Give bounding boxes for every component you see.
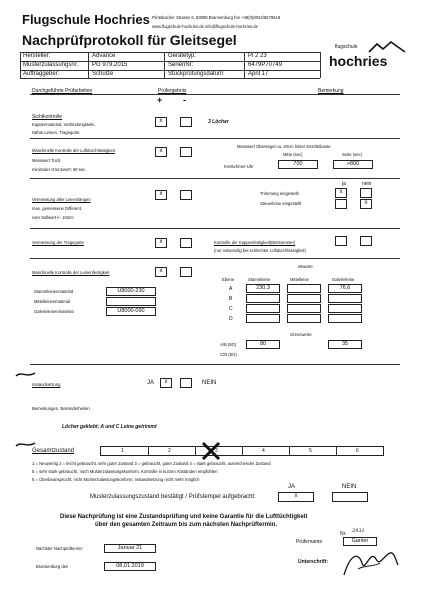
luft-title: Maschinelle Kontrolle der Luftdurchlässigkeit [32,148,115,153]
sicht-note: 3 Löcher [208,119,229,125]
mittel-value[interactable] [106,297,156,306]
logo-text-small: flugschule [335,44,358,50]
legend-line2: 5 = sehr stark gebraucht, noch Musterzulassungskonform, Kontrolle in kurzen Abständen empfohlen [32,469,218,474]
muster-value: PG 979.2015 [92,62,128,68]
luft-line2: minimaler Grenzwert: 60 sec [32,167,86,172]
seriennr-value: 6479P70749 [248,62,283,68]
luft-mitte-value[interactable]: 700 [278,160,318,169]
nr-value: 2931 [352,528,365,534]
instand-nein-label: NEIN [202,380,217,386]
muster-confirm-label: Musterzulassungszustand bestätigt / Prüfstempel aufgebracht: [90,494,256,500]
document-title: Nachprüfprotokoll für Gleitsegel [22,32,237,48]
trimm-nein-checkbox[interactable] [360,188,372,198]
muster-nein-checkbox[interactable] [332,492,368,502]
instand-ja-checkbox[interactable]: x [160,378,172,388]
instand-ja-label: JA [147,380,155,386]
ebene-d: D [229,316,233,322]
verm-ja-label: ja [342,181,346,187]
stamm-label: Stammleinenmaterial [34,289,74,294]
ebene-a: A [229,286,233,292]
sicht-line1: Kappenmaterial, Verbindungsteile, [32,122,96,127]
muster-ja-checkbox[interactable]: x [278,492,314,502]
cell-b-mittel[interactable] [287,294,321,303]
hochries-logo [325,38,407,74]
cell-c-galerie[interactable] [328,304,362,313]
scale-4[interactable]: 4 [262,448,265,454]
cell-a-stamm[interactable]: 230,3 [246,284,280,293]
trage-title: Vermessung der Tragegurte [32,240,84,245]
kappen-title: Kontrolle der Kappenfestigkeit(Bettsometer) [214,240,296,245]
pruefer-label: Prüfername [296,539,323,545]
ab-label: A/B (8G) [220,342,237,347]
verm-trimm: Trimmung eingestellt [260,191,299,196]
cell-c-mittel[interactable] [287,304,321,313]
verm-steuer: Steuerleine eingestellt [260,201,302,206]
sicht-plus-checkbox[interactable]: x [155,117,167,127]
luft-messwert: Messwert Obersegel ca. 20cm hinter Eintrittskante [237,144,331,149]
col-minus: - [183,95,186,105]
mittel-label: Mittelleinenmaterial [34,299,71,304]
address-line-1: Flintsbacher Strasse 6, 83098 Brannenburg fon +49(0)8034/6079618 [152,15,281,20]
gesamt-scale [100,446,384,456]
scale-2[interactable]: 2 [168,448,171,454]
naechster-label: Nächster Nachprüftermin [36,546,83,551]
signature-icon [340,545,402,585]
gesamt-title: Gesamtzustand [32,448,75,454]
muster-nein-label: NEIN [342,484,357,490]
stueck-value: April 17 [248,71,269,77]
bemerkungen-label: Bemerkungen, Besonderheiten [32,406,90,411]
luft-mitte-label: Mitte (sec) [283,152,303,157]
verm-line2: vom Sollwert+/- 10mm [32,215,74,220]
scale-5[interactable]: 5 [309,448,312,454]
scale-6[interactable]: 6 [356,448,359,454]
scale-3[interactable]: 3 [215,448,218,454]
instand-note: Löcher geklebt; A und C Leine getrimmt [62,424,157,430]
muster-ja-label: JA [288,484,296,490]
geraetetyp-label: Gerätetyp: [168,53,197,59]
cell-c-stamm[interactable] [246,304,280,313]
verm-line1: max. gemessene Differenz [32,206,82,211]
luft-line1: Messwert Tuch: [32,158,62,163]
footer-disclaimer-1: Diese Nachprüfung ist eine Zustandsprüfung und keine Garantie für die Lufttüchtigkeit [60,514,308,520]
luft-seite-value[interactable]: >800 [333,160,373,169]
pruefer-value[interactable]: Ganter [343,537,377,546]
kappen-sub: (nur notwendig bei schlechter Luftdurchlässigkeit) [214,248,306,253]
kappen-nein-checkbox[interactable] [360,236,372,246]
col-stammleine: Stammleine [248,277,271,282]
hersteller-label: Hersteller: [23,53,51,59]
address-line-2: www.flugschule-hochries.de info@flugschule-hochries.de [152,24,258,29]
verm-plus-checkbox[interactable]: x [155,190,167,200]
galerie-label: Galerieleinenmaterial [34,309,74,314]
col-ergebnis: Prüfergebnis [158,88,187,94]
ab-stamm-value[interactable]: 80 [246,340,280,349]
luft-minus-checkbox[interactable] [180,147,192,157]
col-plus: + [157,95,163,105]
cell-d-galerie[interactable] [328,314,362,323]
steuer-ja-checkbox[interactable] [335,199,347,209]
legend-line3: 6 = Überbeansprucht, nicht Musterzulassungskonform, Instandsetzung nicht mehr möglich [32,477,200,482]
hersteller-value: Advance [92,53,116,59]
trage-plus-checkbox[interactable]: x [155,238,167,248]
trimm-ja-checkbox[interactable]: x [335,188,347,198]
steuer-nein-checkbox[interactable]: x [360,199,372,209]
sicht-minus-checkbox[interactable] [180,117,192,127]
verm-nein-label: nein [362,181,372,187]
scale-1[interactable]: 1 [121,448,124,454]
cell-d-mittel[interactable] [287,314,321,323]
col-bemerkung: Bemerkung [318,88,344,94]
cell-b-stamm[interactable] [246,294,280,303]
ab-galerie-value[interactable]: 35 [328,340,362,349]
cd-label: C/D (6G) [220,352,237,357]
auftraggeber-label: Auftraggeber: [23,71,60,77]
footer-disclaimer-2: über den gesamten Zeitraum bis zum nächsten Nachprüftermin. [95,522,278,528]
nr-label: Nr. [340,531,347,537]
cell-a-galerie[interactable]: 76,6 [328,284,362,293]
col-mittelleine: Mittelleine [290,277,309,282]
verm-minus-checkbox[interactable] [180,190,192,200]
ebene-b: B [229,296,233,302]
leinen-title: Maschinelle Kontrolle der Leinenfestigkeit [32,270,110,275]
company-name: Flugschule Hochries [22,12,150,27]
luft-seite-label: Seite (sec) [342,152,363,157]
galerie-value[interactable]: U8000-090 [106,307,156,316]
ebene-c: C [229,306,233,312]
leinen-minus-checkbox[interactable] [180,267,192,277]
ort-label: Brannenburg den [36,564,69,569]
sicht-title: Sichtkontrolle [32,114,63,120]
muster-label: Musterzulassungsnr. [23,62,79,68]
legend-line1: 1 = Neuwertig 2 = leicht gebraucht, sehr guter Zustand 3 = gebraucht, guter Zustand 4 = stark gebraucht, ausreichender Zustand [32,461,271,466]
col-ebene: Ebene [222,277,235,282]
auftraggeber-value: Schulze [92,71,114,77]
instand-nein-checkbox[interactable] [180,378,192,388]
instand-title: Instandsetzung [32,382,61,387]
col-durchgefuehrt: Durchgeführte Prüfarbeiten [32,88,93,94]
istwerte-label: Istwerte [298,264,313,269]
hand-mark-icon [15,370,37,380]
stueck-label: Stückprüfungsdatum: [168,71,225,77]
info-table [20,52,320,79]
seriennr-label: SerienNr: [168,62,194,68]
luft-plus-checkbox[interactable]: x [155,147,167,157]
leinen-plus-checkbox[interactable]: x [155,267,167,277]
sicht-line2: Nähte,Leinen, Tragegurte [32,130,80,135]
luft-kretschmer: Kretschmer-Uhr [224,164,254,169]
ort-value[interactable]: 08.01.2019 [104,562,156,571]
verm-title: Vermessung aller Leinenlängen [32,197,91,202]
naechster-value[interactable]: Januar 21 [104,544,156,553]
trage-minus-checkbox[interactable] [180,238,192,248]
kappen-ja-checkbox[interactable] [335,236,347,246]
cell-d-stamm[interactable] [246,314,280,323]
cross-mark-icon [200,441,222,461]
stamm-value[interactable]: U8000-230 [106,287,156,296]
geraetetyp-value: Pi 2 23 [248,53,267,59]
grenzwerte-label: Grenzwerte [290,332,312,337]
logo-text-big: hochries [329,53,388,69]
unterschrift-label: Unterschrift: [298,559,329,565]
cell-a-mittel[interactable] [287,284,321,293]
cell-b-galerie[interactable] [328,294,362,303]
col-galerieleine: Galerieleine [332,277,355,282]
